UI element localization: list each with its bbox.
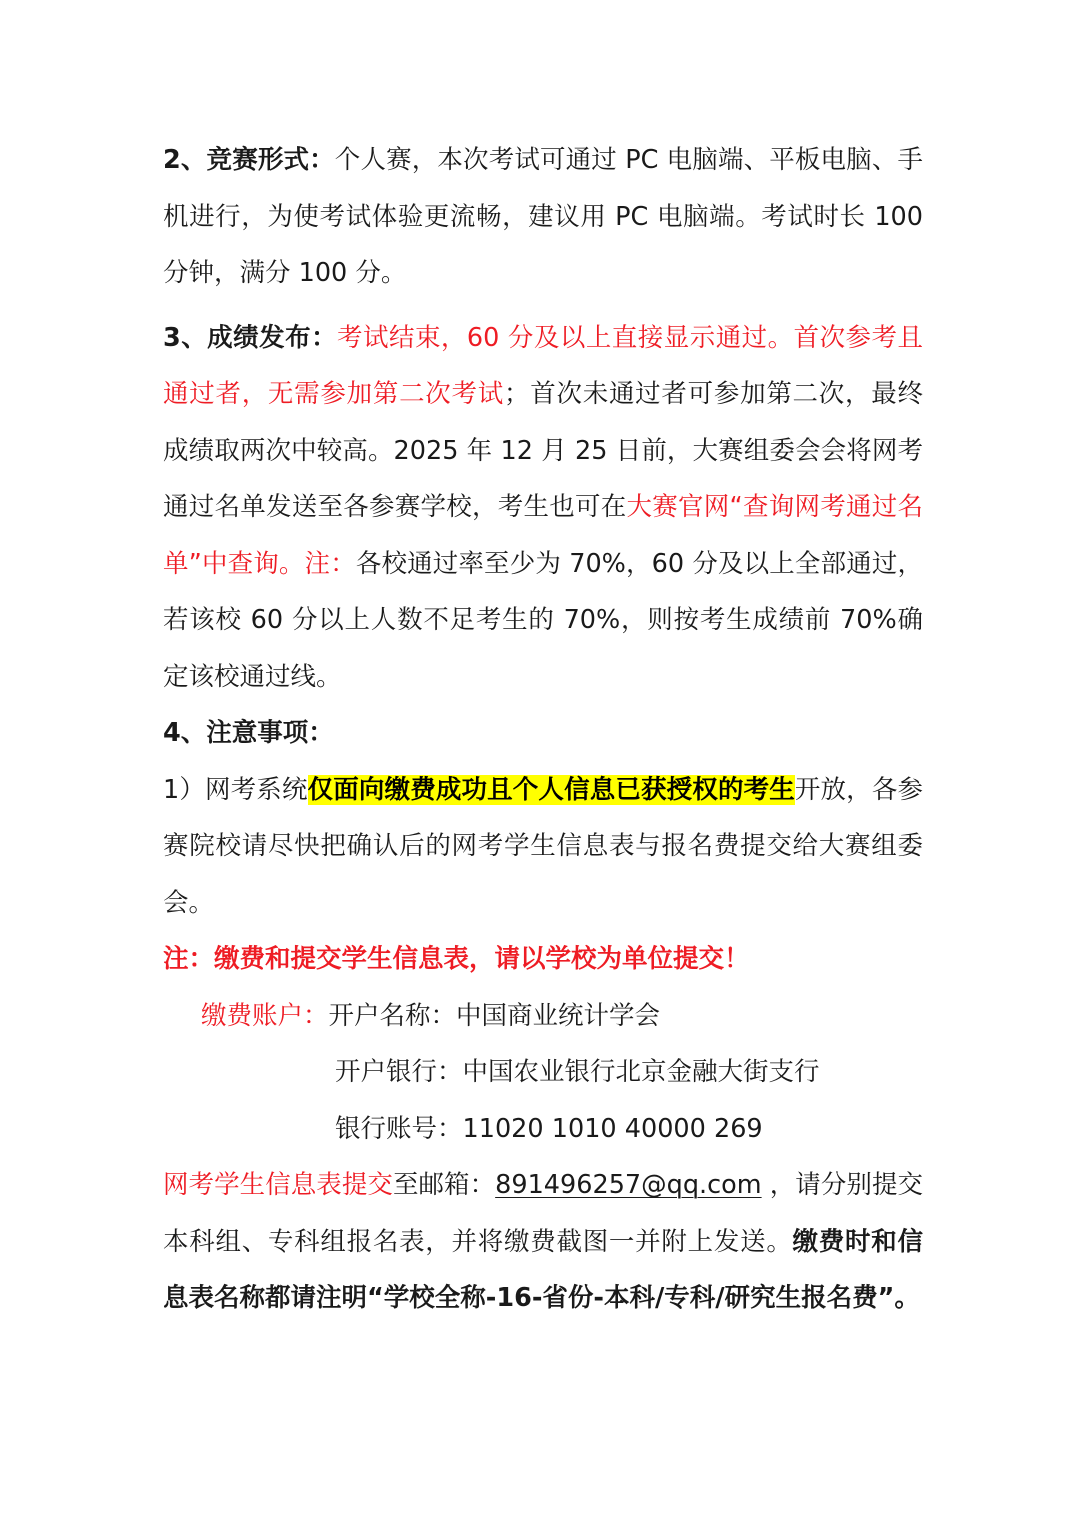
email-link[interactable]: 891496257@qq.com — [495, 1170, 762, 1200]
account-label: 缴费账户： — [201, 1000, 329, 1031]
account-name: 中国商业统计学会 — [456, 1000, 661, 1031]
section-4-heading: 4、注意事项： — [163, 718, 334, 748]
payment-note: 注：缴费和提交学生信息表，请以学校为单位提交！ — [163, 944, 750, 974]
account-number-line — [163, 1101, 923, 1158]
submit-text-1: 至邮箱： — [392, 1170, 496, 1200]
item-1-suffix: 开放，各参赛院校请尽快把确认后的网考学生信息表与报名费提交给大赛组委会。 — [163, 774, 923, 918]
item-1-highlight: 仅面向缴费成功且个人信息已获授权的考生 — [307, 774, 795, 805]
account-name-line — [163, 988, 923, 1045]
section-3-red-text-2: 大赛官网“查询网考通过名单”中查询。注： — [163, 492, 923, 579]
submit-bold-text: 缴费时和信息表名称都请注明“学校全称-16-省份-本科/专科/研究生报名费”。 — [163, 1226, 923, 1313]
item-1-prefix: 1）网考系统 — [163, 774, 308, 805]
section-4-item-1 — [163, 762, 923, 932]
section-3-text-1: ；首次未通过者可参加第二次，最终成绩取两次中较高。2025 年 12 月 25 日前，大赛组委会会将网考通过名单发送至各参赛学校，考生也可在 — [163, 379, 923, 522]
account-bank: 中国农业银行北京金融大街支行 — [462, 1057, 820, 1087]
section-2-heading: 2、竞赛形式： — [163, 145, 335, 175]
section-2-body: 个人赛，本次考试可通过 PC 电脑端、平板电脑、手机进行，为使考试体验更流畅，建议用 PC 电脑端。考试时长 100 分钟，满分 100 分。 — [163, 145, 923, 288]
submit-text-2: ，请分别提交本科组、专科组报名表，并将缴费截图一并附上发送。 — [163, 1170, 923, 1257]
submit-paragraph — [163, 1157, 923, 1327]
section-2-paragraph — [163, 132, 923, 302]
section-3-red-text-1: 考试结束，60 分及以上直接显示通过。首次参考且通过者，无需参加第二次考试 — [163, 322, 923, 409]
section-3-heading: 3、成绩发布： — [163, 322, 338, 353]
section-3-paragraph — [163, 310, 923, 706]
account-number: 11020 1010 40000 269 — [462, 1113, 763, 1144]
account-bank-line — [163, 1044, 923, 1101]
account-number-label: 银行账号： — [335, 1113, 463, 1144]
document-content — [163, 132, 923, 1327]
submit-red-text: 网考学生信息表提交 — [163, 1170, 393, 1200]
section-3-text-2: 各校通过率至少为 70%，60 分及以上全部通过，若该校 60 分以上人数不足考生的 70%，则按考生成绩前 70%确定该校通过线。 — [163, 548, 923, 692]
account-bank-label: 开户银行： — [335, 1057, 463, 1087]
account-name-label: 开户名称： — [328, 1000, 457, 1031]
